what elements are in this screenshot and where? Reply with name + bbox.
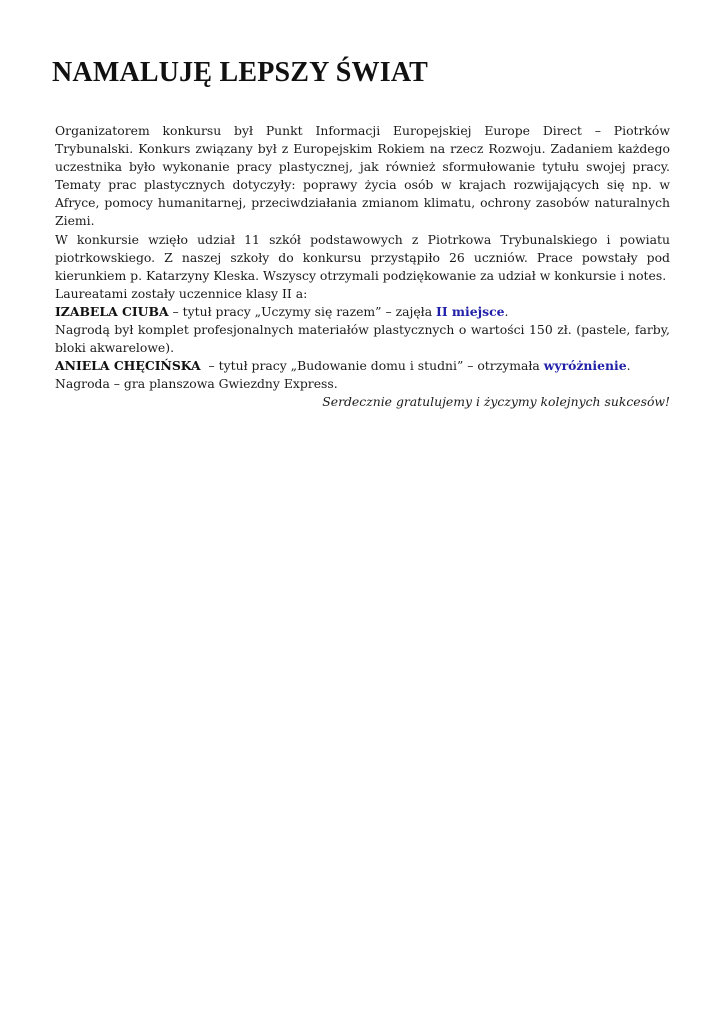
winner-award: II miejsce bbox=[436, 303, 505, 319]
article-body bbox=[55, 122, 670, 412]
intro-paragraph: Organizatorem konkursu był Punkt Informacji Europejskiej Europe Direct – Piotrków Trybunalski. Konkurs związany był z Europejskim Rokiem na rzecz Rozwoju. Zadaniem każdego uczestnika było wykonanie pracy plastycznej, jak również sformułowanie tytułu swojej pracy. Tematy prac plastycznych dotyczyły: poprawy życia osób w krajach rozwijających się np. w Afryce, pomocy humanitarnej, przeciwdziałania zmianom klimatu, ochrony zasobów naturalnych Ziemi. bbox=[55, 123, 670, 229]
closing-line: Serdecznie gratulujemy i życzymy kolejnych sukcesów! bbox=[322, 394, 670, 410]
winner-description: – tytuł pracy „Uczymy się razem” – zajęła bbox=[168, 303, 437, 319]
winner-end: . bbox=[504, 303, 509, 319]
page-title: NAMALUJĘ LEPSZY ŚWIAT bbox=[52, 57, 429, 88]
participants-paragraph: W konkursie wzięło udział 11 szkół podstawowych z Piotrkowa Trybunalskiego i powiatu piotrkowskiego. Z naszej szkoły do konkursu przystąpiło 26 uczniów. Prace powstały pod kierunkiem p. Katarzyny Kleska. Wszyscy otrzymali podziękowanie za udział w konkursie i notes. bbox=[55, 231, 670, 283]
winner-name: ANIELA CHĘCIŃSKA bbox=[55, 358, 201, 374]
winner-description: – tytuł pracy „Budowanie domu i studni” – otrzymała bbox=[200, 358, 544, 374]
winner-end: . bbox=[626, 358, 631, 374]
laureates-intro: Laureatami zostały uczennice klasy II a: bbox=[55, 285, 308, 301]
winner-line-2 bbox=[55, 357, 670, 375]
winner-prize-1: Nagrodą był komplet profesjonalnych materiałów plastycznych o wartości 150 zł. (pastele, farby, bloki akwarelowe). bbox=[55, 322, 670, 356]
winner-prize-2: Nagroda – gra planszowa Gwiezdny Express. bbox=[55, 376, 338, 392]
winner-award: wyróżnienie bbox=[543, 358, 627, 374]
winner-line-1 bbox=[55, 303, 670, 321]
winner-name: IZABELA CIUBA bbox=[55, 303, 169, 319]
